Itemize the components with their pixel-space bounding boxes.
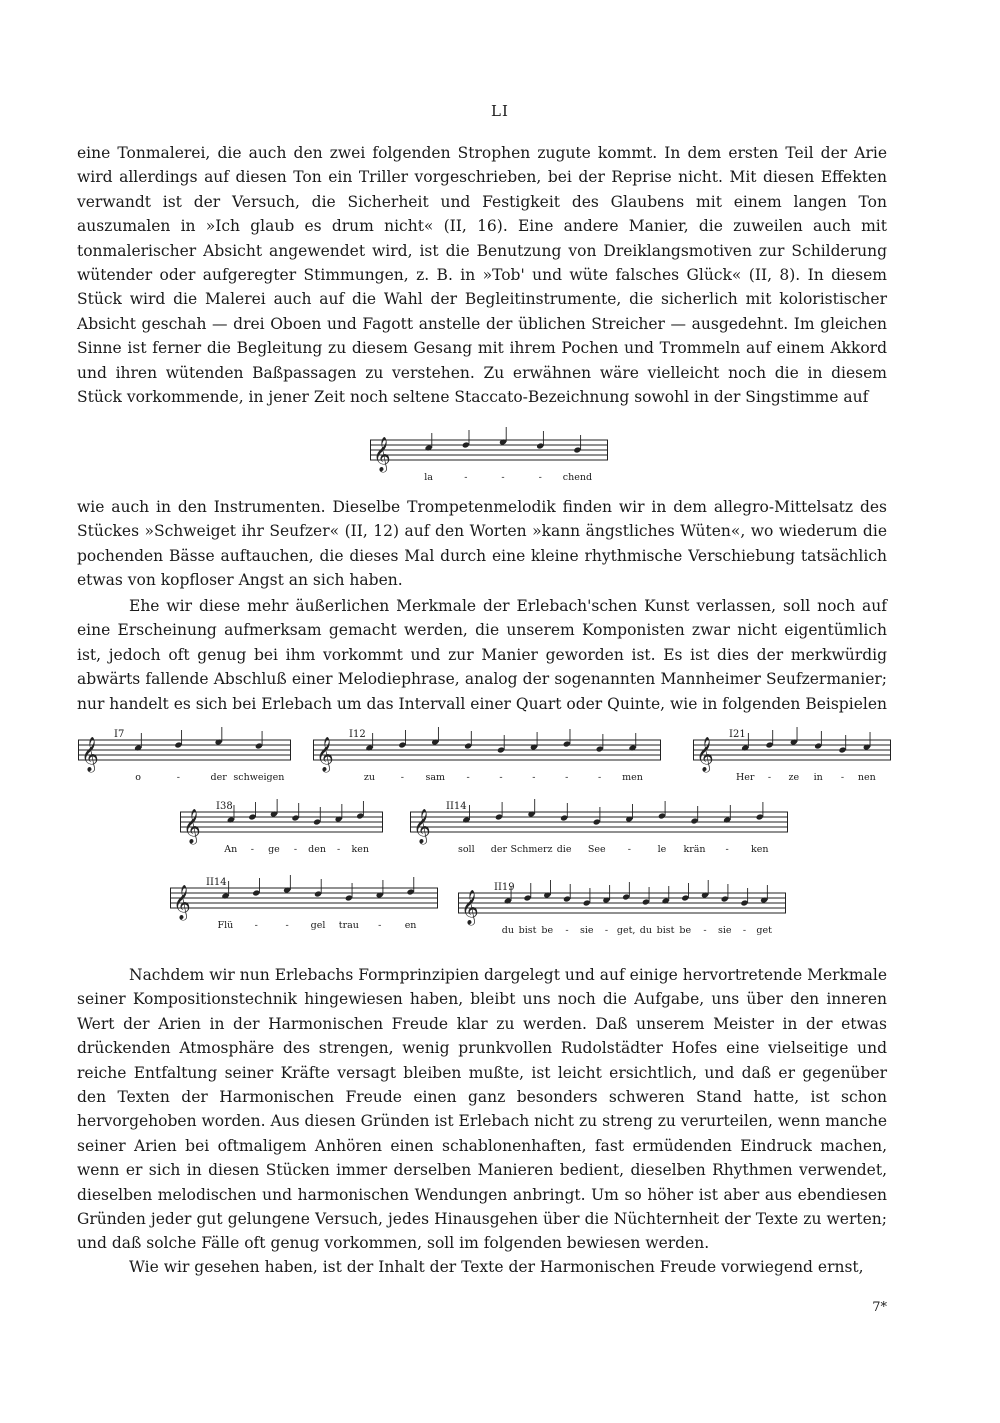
page-number: LI — [491, 102, 509, 120]
lyric-syllable: - — [400, 772, 404, 783]
clef-icon: 𝄞 — [461, 890, 479, 925]
measure-label: II14 — [446, 801, 467, 812]
paragraph-2: wie auch in den Instrumenten. Dieselbe Trompetenmelodik finden wir in dem allegro-Mittelsatz des Stückes »Schweiget ihr Seufzer« (II, 12) auf den Worten »kann ängstliches Wüten«, wo wiederum die pochenden Bässe auftauchen, die dieses Mal durch eine kleine rhythmische Verschiebung tatsächlich etwas von kopfloser Angst an sich haben. — [77, 498, 887, 590]
music-example-II19 — [458, 881, 788, 943]
lyric-syllable: - — [254, 920, 258, 931]
paragraph-5: Wie wir gesehen haben, ist der Inhalt der Texte der Harmonischen Freude vorwiegend ernst, — [129, 1258, 864, 1276]
music-example-II19-svg — [458, 881, 788, 943]
music-example-I21 — [693, 728, 893, 790]
lyric-syllable: get — [756, 925, 772, 936]
lyric-syllable: nen — [857, 772, 876, 783]
lyric-syllable: die — [556, 844, 572, 855]
lyric-syllable: - — [501, 472, 505, 483]
lyric-syllable: der — [490, 844, 508, 855]
music-excerpt-svg — [370, 428, 610, 483]
lyric-syllable: - — [378, 920, 382, 931]
lyric-syllable: - — [337, 844, 341, 855]
lyric-syllable: bist — [518, 925, 537, 936]
clef-icon: 𝄞 — [373, 437, 391, 472]
lyric-syllable: in — [813, 772, 823, 783]
music-example-II14b — [170, 876, 440, 938]
clef-icon: 𝄞 — [696, 737, 714, 772]
lyric-syllable: See — [587, 844, 606, 855]
clef-icon: 𝄞 — [81, 737, 99, 772]
music-example-I38-svg — [180, 800, 385, 862]
lyric-syllable: zu — [363, 772, 376, 783]
lyric-syllable: ze — [788, 772, 800, 783]
music-example-I7 — [78, 728, 293, 790]
signature-mark: 7* — [872, 1300, 887, 1315]
lyric-syllable: - — [725, 844, 729, 855]
lyric-syllable: krän — [683, 844, 706, 855]
measure-label: II19 — [494, 882, 515, 893]
lyric-syllable: le — [657, 844, 667, 855]
lyric-syllable: - — [538, 472, 542, 483]
music-example-II14a — [410, 800, 790, 862]
lyric-syllable: Schmerz — [510, 844, 553, 855]
lyric-syllable: - — [565, 772, 569, 783]
lyric-syllable: - — [565, 925, 569, 936]
measure-label: I12 — [349, 729, 366, 740]
lyric-syllable: get, — [616, 925, 636, 936]
lyric-syllable: Flü — [217, 920, 234, 931]
lyric-syllable: be — [541, 925, 554, 936]
lyric-syllable: men — [622, 772, 643, 783]
lyric-syllable: ken — [351, 844, 369, 855]
lyric-syllable: - — [598, 772, 602, 783]
lyric-syllable: - — [767, 772, 772, 783]
lyric-syllable: bist — [656, 925, 675, 936]
lyric-syllable: du — [639, 925, 652, 936]
lyric-syllable: - — [466, 772, 470, 783]
lyric-syllable: be — [679, 925, 692, 936]
measure-label: I38 — [216, 801, 233, 812]
lyric-syllable: Her — [735, 772, 755, 783]
measure-label: I7 — [114, 729, 125, 740]
clef-icon: 𝄞 — [413, 809, 431, 844]
lyric-syllable: - — [742, 925, 747, 936]
lyric-syllable: du — [501, 925, 514, 936]
music-example-I21-svg — [693, 728, 893, 790]
lyric-syllable: sam — [425, 772, 446, 783]
clef-icon: 𝄞 — [183, 809, 201, 844]
measure-label: I21 — [729, 729, 746, 740]
paragraph-1: eine Tonmalerei, die auch den zwei folgenden Strophen zugute kommt. In dem ersten Teil der Arie wird allerdings auf diesen Ton ein Triller vorgeschrieben, bei der Reprise nicht. Mit diesen Effekten verwandt ist der Versuch, die Sicherheit und Festigkeit des Glaubens mit einem langen Ton auszumalen in »Ich glaub es drum nicht« (II, 16). Eine andere Manier, die zuweilen auch mit tonmalerischer Absicht angewendet wird, ist die Benutzung von Dreiklangsmotiven zur Schilderung wütender oder aufgeregter Stimmungen, z. B. in »Tob' und wüte falsches Glück« (II, 8). In diesem Stück wird die Malerei auch auf die Wahl der Begleitinstrumente, die sicherlich mit koloristischer Absicht geschah — drei Oboen und Fagott anstelle der üblichen Streicher — ausgedehnt. Im gleichen Sinne ist ferner die Begleitung zu diesem Gesang mit ihrem Pochen und Trommeln auf einem Akkord und ihren wütenden Baßpassagen zu verstehen. Zu erwähnen wäre vielleicht noch die in diesem Stück vorkommende, in jener Zeit noch seltene Staccato-Bezeichnung sowohl in der Singstimme auf — [77, 144, 887, 407]
lyric-syllable: den — [308, 844, 326, 855]
music-example-I38 — [180, 800, 385, 862]
lyric-syllable: gel — [310, 920, 326, 931]
lyric-syllable: soll — [457, 844, 475, 855]
music-example-II14a-svg — [410, 800, 790, 862]
lyric-syllable: - — [840, 772, 845, 783]
music-example-I7-svg — [78, 728, 293, 790]
lyric-syllable: o — [135, 772, 141, 783]
music-example-I12-svg — [313, 728, 663, 790]
paragraph-4: Nachdem wir nun Erlebachs Formprinzipien dargelegt und auf einige hervortretende Merkmale seiner Kompositionstechnik hingewiesen haben, bleibt uns noch die Aufgabe, uns über den inneren Wert der Arien in der Harmonischen Freude klar zu werden. Daß unserem Meister in der etwas drückenden Atmosphäre des strengen, wenig prunkvollen Rudolstädter Hofes eine vielseitige und reiche Entfaltung seiner Kräfte versagt bleiben mußte, ist leicht ersichtlich, und daß er gegenüber den Texten der Harmonischen Freude einen ganz besonders schweren Stand hatte, ist schon hervorgehoben worden. Aus diesen Gründen ist Erlebach nicht zu streng zu verurteilen, wenn manche seiner Arien bei oftmaligem Anhören einen schablonenhaften, fast ermüdenden Eindruck machen, wenn er sich in diesen Stücken immer derselben Manieren bedient, dieselben Rhythmen verwendet, dieselben melodischen und harmonischen Wendungen anbringt. Um so höher ist aber aus ebendiesen Gründen jeder gut gelungene Versuch, jedes Hinausgehen über die Nüchternheit der Texte zu werten; und daß solche Fälle oft genug vorkommen, soll im folgenden bewiesen werden. — [77, 966, 887, 1253]
lyric-syllable: - — [499, 772, 503, 783]
lyric-syllable: chend — [562, 472, 593, 483]
lyric-syllable: sie — [717, 925, 732, 936]
lyric-syllable: - — [532, 772, 536, 783]
music-example-I12 — [313, 728, 663, 790]
lyric-syllable: - — [627, 844, 631, 855]
lyric-syllable: - — [285, 920, 289, 931]
music-excerpt-lachend — [370, 428, 610, 483]
lyric-syllable: ken — [750, 844, 769, 855]
lyric-syllable: - — [176, 772, 180, 783]
paragraph-3: Ehe wir diese mehr äußerlichen Merkmale der Erlebach'schen Kunst verlassen, soll noch auf eine Erscheinung aufmerksam gemacht werden, die unserem Komponisten zwar nicht eigentümlich ist, jedoch oft genug bei ihm vorkommt und zur Manier geworden ist. Es ist dies der merkwürdig abwärts fallende Abschluß einer Melodiephrase, analog der sogenannten Mannheimer Seufzermanier; nur handelt es sich bei Erlebach um das Intervall einer Quart oder Quinte, wie in folgenden Beispielen — [77, 597, 887, 713]
lyric-syllable: - — [464, 472, 468, 483]
lyric-syllable: schweigen — [233, 772, 285, 783]
lyric-syllable: ge — [268, 844, 280, 855]
lyric-syllable: sie — [579, 925, 594, 936]
lyric-syllable: - — [703, 925, 707, 936]
lyric-syllable: An — [224, 844, 238, 855]
lyric-syllable: der — [210, 772, 227, 783]
lyric-syllable: - — [250, 844, 254, 855]
measure-label: II14 — [206, 877, 227, 888]
lyric-syllable: la — [424, 472, 433, 483]
clef-icon: 𝄞 — [173, 885, 191, 920]
lyric-syllable: - — [604, 925, 609, 936]
music-example-II14b-svg — [170, 876, 440, 938]
lyric-syllable: en — [404, 920, 417, 931]
lyric-syllable: - — [293, 844, 298, 855]
clef-icon: 𝄞 — [316, 737, 334, 772]
lyric-syllable: trau — [338, 920, 359, 931]
